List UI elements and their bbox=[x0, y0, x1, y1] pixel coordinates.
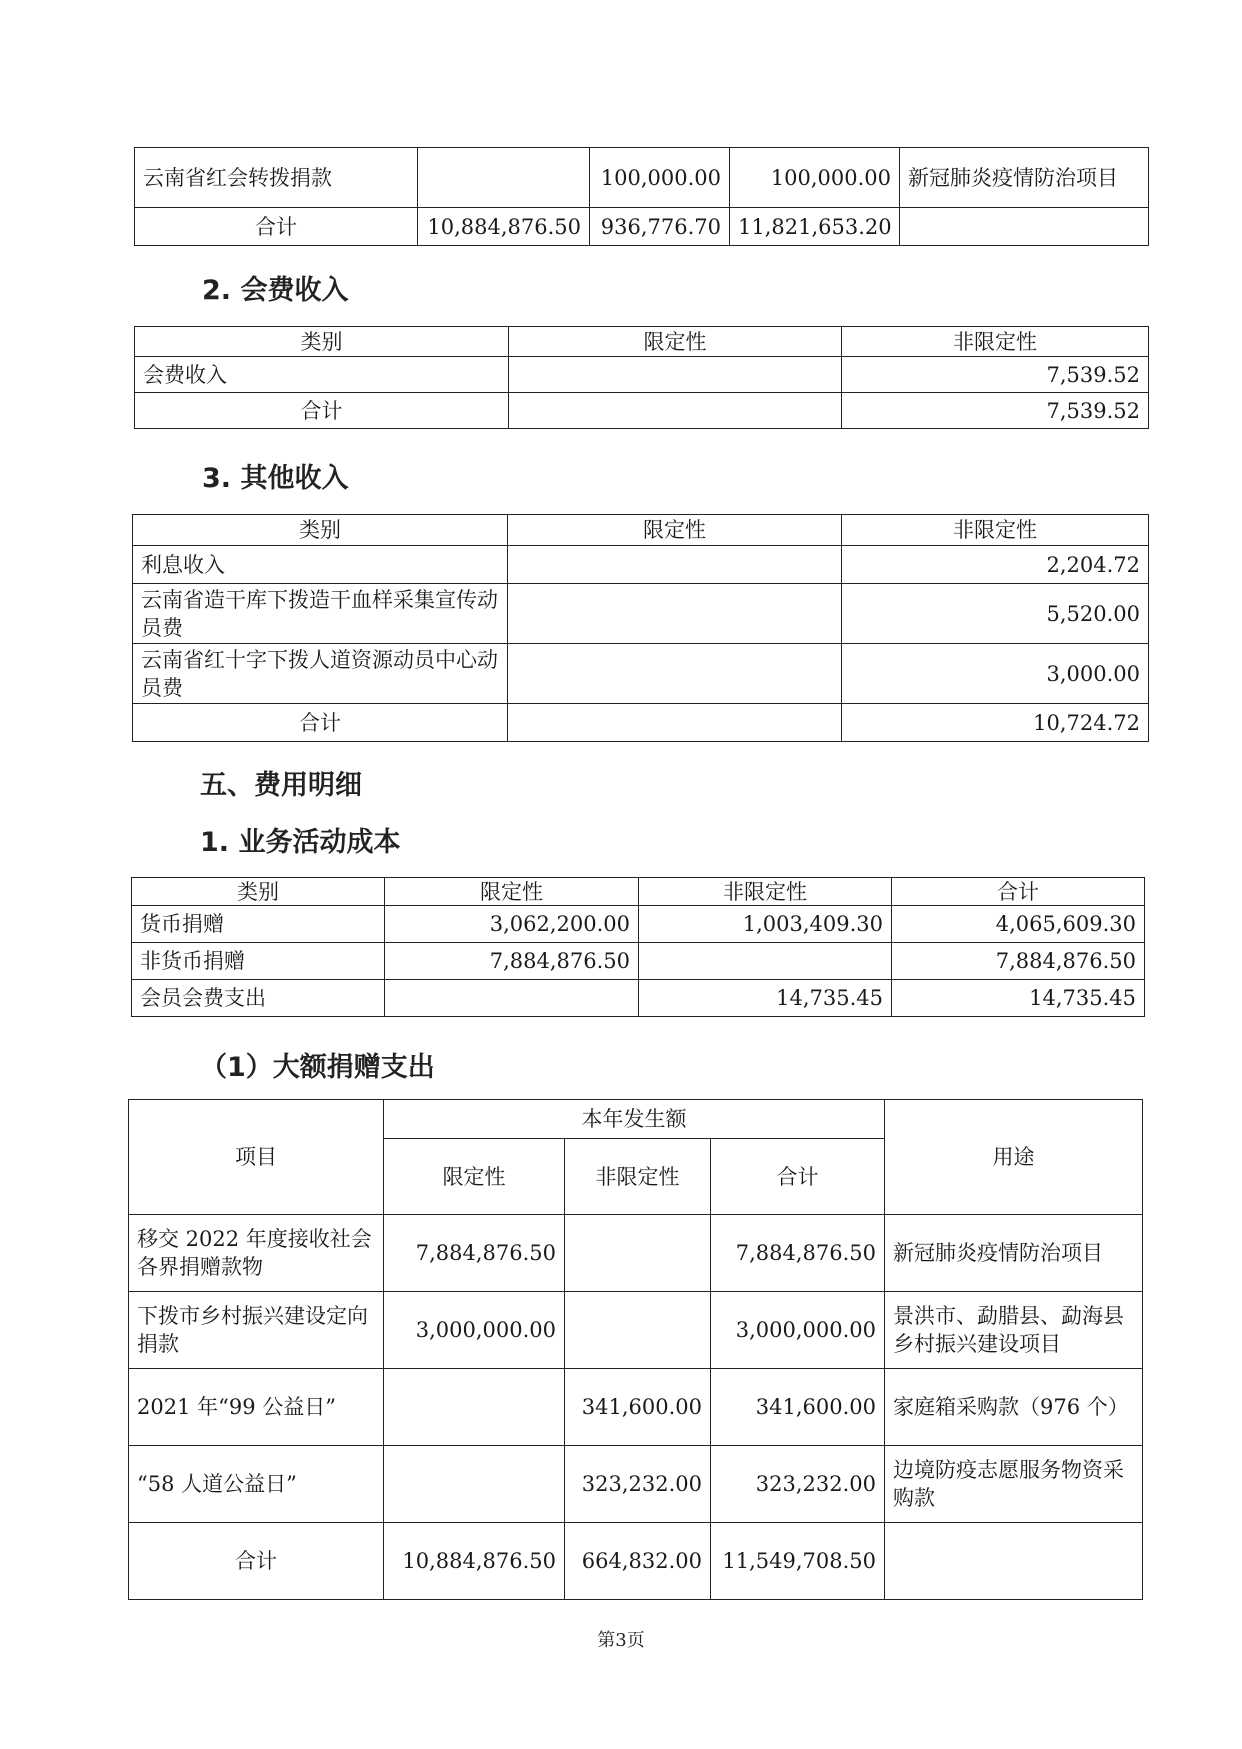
amount-cell bbox=[508, 704, 842, 742]
table-row bbox=[129, 1369, 1143, 1446]
amount-cell bbox=[508, 584, 842, 644]
amount-cell bbox=[508, 546, 842, 584]
amount-cell: 341,600.00 bbox=[711, 1369, 885, 1446]
membership-income-table bbox=[134, 326, 1149, 429]
amount-cell bbox=[508, 644, 842, 704]
purpose-cell bbox=[900, 208, 1149, 246]
column-header: 非限定性 bbox=[639, 878, 892, 906]
column-header-group: 本年发生额 bbox=[384, 1100, 885, 1139]
table-row bbox=[132, 943, 1145, 980]
section-heading-large-donation: （1）大额捐赠支出 bbox=[200, 1052, 435, 1083]
category-cell: 非货币捐赠 bbox=[132, 943, 385, 980]
amount-cell: 14,735.45 bbox=[639, 980, 892, 1017]
table-row bbox=[129, 1215, 1143, 1292]
column-header: 类别 bbox=[135, 327, 509, 357]
amount-cell bbox=[418, 148, 590, 208]
amount-cell: 7,884,876.50 bbox=[384, 1215, 565, 1292]
purpose-cell: 景洪市、勐腊县、勐海县乡村振兴建设项目 bbox=[885, 1292, 1143, 1369]
other-income-table bbox=[132, 514, 1149, 742]
column-header: 限定性 bbox=[508, 515, 842, 546]
table-row bbox=[135, 208, 1149, 246]
purpose-cell: 新冠肺炎疫情防治项目 bbox=[900, 148, 1149, 208]
amount-cell: 3,062,200.00 bbox=[385, 906, 639, 943]
table-row bbox=[135, 357, 1149, 393]
column-header: 限定性 bbox=[509, 327, 842, 357]
total-label: 合计 bbox=[135, 208, 418, 246]
amount-cell: 323,232.00 bbox=[711, 1446, 885, 1523]
amount-cell: 341,600.00 bbox=[565, 1369, 711, 1446]
category-cell: 会费收入 bbox=[135, 357, 509, 393]
table-row bbox=[129, 1446, 1143, 1523]
total-label: 合计 bbox=[135, 393, 509, 429]
column-header: 类别 bbox=[132, 878, 385, 906]
item-cell: 2021 年“99 公益日” bbox=[129, 1369, 384, 1446]
purpose-cell bbox=[885, 1523, 1143, 1600]
column-header: 限定性 bbox=[385, 878, 639, 906]
amount-cell bbox=[639, 943, 892, 980]
purpose-cell: 家庭箱采购款（976 个） bbox=[885, 1369, 1143, 1446]
item-cell: 下拨市乡村振兴建设定向捐款 bbox=[129, 1292, 384, 1369]
table-row bbox=[132, 906, 1145, 943]
table-row bbox=[133, 584, 1149, 644]
amount-cell: 7,884,876.50 bbox=[385, 943, 639, 980]
table-header-row bbox=[129, 1100, 1143, 1139]
section-heading-membership-income: 2. 会费收入 bbox=[202, 275, 349, 306]
business-cost-table bbox=[131, 877, 1145, 1017]
amount-cell: 2,204.72 bbox=[842, 546, 1149, 584]
amount-cell: 664,832.00 bbox=[565, 1523, 711, 1600]
amount-cell bbox=[565, 1292, 711, 1369]
table-row bbox=[129, 1523, 1143, 1600]
table-row bbox=[133, 704, 1149, 742]
table-row bbox=[133, 546, 1149, 584]
column-header: 非限定性 bbox=[842, 515, 1149, 546]
section-heading-business-cost: 1. 业务活动成本 bbox=[200, 827, 401, 858]
amount-cell: 100,000.00 bbox=[730, 148, 900, 208]
amount-cell: 3,000,000.00 bbox=[711, 1292, 885, 1369]
amount-cell: 936,776.70 bbox=[590, 208, 730, 246]
amount-cell bbox=[385, 980, 639, 1017]
purpose-cell: 边境防疫志愿服务物资采购款 bbox=[885, 1446, 1143, 1523]
purpose-cell: 新冠肺炎疫情防治项目 bbox=[885, 1215, 1143, 1292]
amount-cell bbox=[509, 393, 842, 429]
amount-cell: 100,000.00 bbox=[590, 148, 730, 208]
section-heading-expense-details: 五、费用明细 bbox=[200, 770, 362, 801]
column-header: 合计 bbox=[711, 1139, 885, 1215]
table-header-row bbox=[135, 327, 1149, 357]
amount-cell: 10,884,876.50 bbox=[384, 1523, 565, 1600]
amount-cell: 4,065,609.30 bbox=[892, 906, 1145, 943]
item-cell: “58 人道公益日” bbox=[129, 1446, 384, 1523]
item-cell: 移交 2022 年度接收社会各界捐赠款物 bbox=[129, 1215, 384, 1292]
table-row bbox=[129, 1292, 1143, 1369]
amount-cell: 3,000.00 bbox=[842, 644, 1149, 704]
page-number: 第3页 bbox=[597, 1630, 645, 1651]
amount-cell: 7,884,876.50 bbox=[892, 943, 1145, 980]
total-label: 合计 bbox=[129, 1523, 384, 1600]
table-row bbox=[135, 393, 1149, 429]
table-row bbox=[132, 980, 1145, 1017]
column-header: 非限定性 bbox=[842, 327, 1149, 357]
amount-cell: 11,821,653.20 bbox=[730, 208, 900, 246]
amount-cell: 1,003,409.30 bbox=[639, 906, 892, 943]
amount-cell: 14,735.45 bbox=[892, 980, 1145, 1017]
category-cell: 云南省红十字下拨人道资源动员中心动员费 bbox=[133, 644, 508, 704]
column-header: 限定性 bbox=[384, 1139, 565, 1215]
column-header: 合计 bbox=[892, 878, 1145, 906]
total-label: 合计 bbox=[133, 704, 508, 742]
amount-cell: 5,520.00 bbox=[842, 584, 1149, 644]
amount-cell: 3,000,000.00 bbox=[384, 1292, 565, 1369]
table-header-row bbox=[133, 515, 1149, 546]
category-cell: 货币捐赠 bbox=[132, 906, 385, 943]
category-cell: 利息收入 bbox=[133, 546, 508, 584]
amount-cell bbox=[384, 1369, 565, 1446]
column-header: 非限定性 bbox=[565, 1139, 711, 1215]
donation-income-table-continued bbox=[134, 147, 1149, 246]
section-heading-other-income: 3. 其他收入 bbox=[202, 463, 349, 494]
category-cell: 云南省造干库下拨造干血样采集宣传动员费 bbox=[133, 584, 508, 644]
column-header-purpose: 用途 bbox=[885, 1100, 1143, 1215]
large-donation-table bbox=[128, 1099, 1143, 1600]
table-row bbox=[135, 148, 1149, 208]
column-header: 类别 bbox=[133, 515, 508, 546]
amount-cell: 7,884,876.50 bbox=[711, 1215, 885, 1292]
amount-cell: 323,232.00 bbox=[565, 1446, 711, 1523]
table-row bbox=[133, 644, 1149, 704]
column-header-item: 项目 bbox=[129, 1100, 384, 1215]
item-cell: 云南省红会转拨捐款 bbox=[135, 148, 418, 208]
amount-cell: 10,724.72 bbox=[842, 704, 1149, 742]
amount-cell: 7,539.52 bbox=[842, 357, 1149, 393]
category-cell: 会员会费支出 bbox=[132, 980, 385, 1017]
amount-cell: 11,549,708.50 bbox=[711, 1523, 885, 1600]
table-header-row bbox=[132, 878, 1145, 906]
amount-cell: 7,539.52 bbox=[842, 393, 1149, 429]
amount-cell bbox=[565, 1215, 711, 1292]
amount-cell: 10,884,876.50 bbox=[418, 208, 590, 246]
amount-cell bbox=[384, 1446, 565, 1523]
amount-cell bbox=[509, 357, 842, 393]
